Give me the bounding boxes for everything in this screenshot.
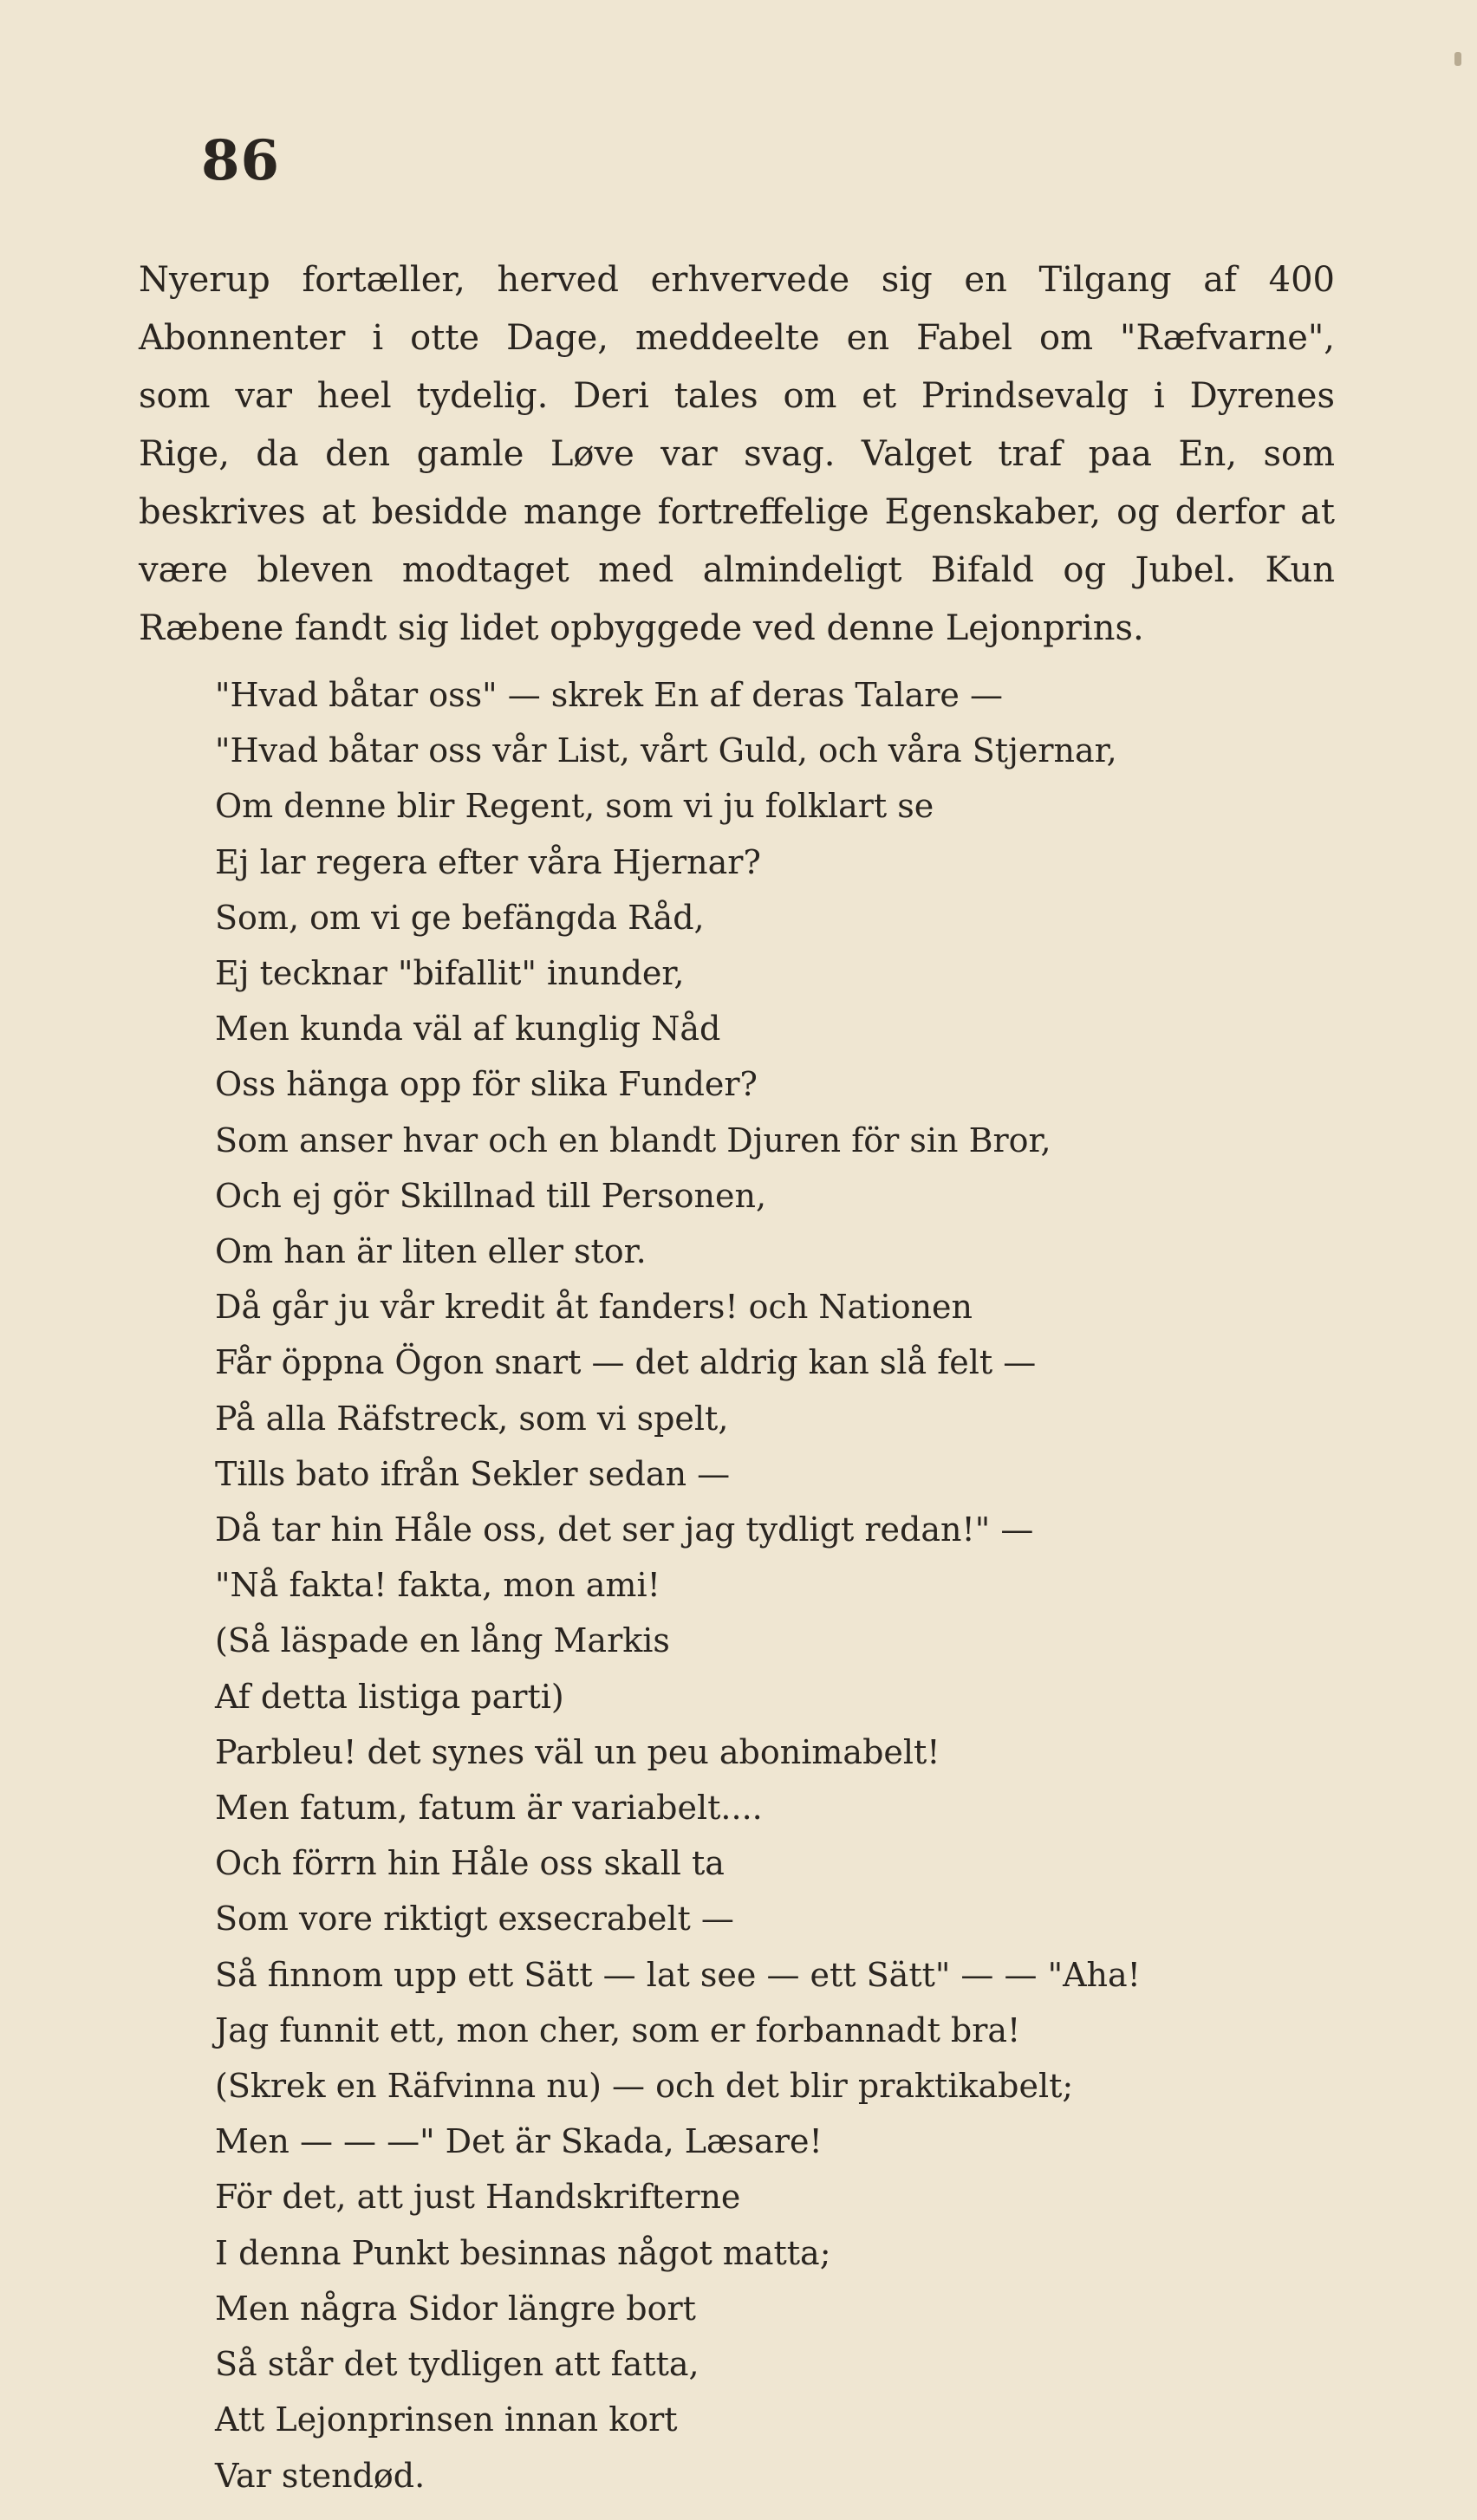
verse-line: (Skrek en Räfvinna nu) — och det blir praktikabelt; [215, 2067, 1074, 2106]
verse-line: Att Lejonprinsen innan kort [215, 2400, 678, 2439]
verse-line: Och ej gör Skillnad till Personen, [215, 1176, 767, 1215]
verse-line: Jag funnit ett, mon cher, som er forbannadt bra! [215, 2010, 1021, 2049]
verse-line: Så står det tydligen att fatta, [215, 2345, 699, 2384]
verse-line: Om denne blir Regent, som vi ju folklart se [215, 787, 934, 826]
verse-line: "Nå fakta! fakta, mon ami! [215, 1566, 660, 1605]
verse-line: Men kunda väl af kunglig Nåd [215, 1010, 721, 1049]
verse-line: Men — — —" Det är Skada, Læsare! [215, 2122, 823, 2161]
prose-line: Abonnenter i otte Dage, meddeelte en Fabel om "Ræfvarne", [139, 318, 1335, 358]
verse-line: Tills bato ifrån Sekler sedan — [215, 1454, 731, 1493]
verse-line: Då går ju vår kredit åt fanders! och Nationen [215, 1288, 973, 1327]
verse-block [215, 667, 1342, 2504]
verse-line: Som vore riktigt exsecrabelt — [215, 1900, 734, 1939]
verse-line: I denna Punkt besinnas något matta; [215, 2233, 831, 2272]
prose-line: som var heel tydelig. Deri tales om et Prindsevalg i Dyrenes [139, 376, 1335, 416]
verse-line: Får öppna Ögon snart — det aldrig kan slå felt — [215, 1343, 1037, 1382]
verse-line: Men fatum, fatum är variabelt.... [215, 1789, 763, 1828]
prose-line: være bleven modtaget med almindeligt Bifald og Jubel. Kun [139, 550, 1335, 590]
paper-mark [1454, 52, 1461, 66]
verse-line: Af detta listiga parti) [215, 1677, 564, 1716]
verse-line: Om han är liten eller stor. [215, 1232, 647, 1271]
verse-line: Ej lar regera efter våra Hjernar? [215, 842, 761, 881]
verse-line: Som, om vi ge befängda Råd, [215, 898, 705, 937]
verse-line: Som anser hvar och en blandt Djuren för sin Bror, [215, 1120, 1051, 1159]
prose-line: Ræbene fandt sig lidet opbyggede ved denne Lejonprins. [139, 608, 1144, 648]
verse-line: Var stendød. [215, 2456, 426, 2495]
prose-line: Rige, da den gamle Løve var svag. Valget traf paa En, som [139, 434, 1335, 474]
verse-line: För det, att just Handskrifterne [215, 2178, 741, 2217]
verse-line: Parbleu! det synes väl un peu abonimabelt! [215, 1732, 940, 1771]
verse-line: Så finnom upp ett Sätt — lat see — ett Sätt" — — "Aha! [215, 1955, 1141, 1994]
verse-line: Då tar hin Håle oss, det ser jag tydligt redan!" — [215, 1510, 1034, 1549]
verse-line: Ej tecknar "bifallit" inunder, [215, 954, 685, 993]
page-number: 86 [201, 128, 281, 193]
prose-line: beskrives at besidde mange fortreffelige Egenskaber, og derfor at [139, 492, 1335, 532]
verse-line: (Så läspade en lång Markis [215, 1621, 670, 1660]
verse-line: "Hvad båtar oss vår List, vårt Guld, och våra Stjernar, [215, 731, 1117, 770]
prose-paragraph [139, 251, 1335, 658]
verse-line: Oss hänga opp för slika Funder? [215, 1065, 758, 1104]
verse-line: Och förrn hin Håle oss skall ta [215, 1844, 725, 1883]
prose-line: Nyerup fortæller, herved erhvervede sig en Tilgang af 400 [139, 260, 1335, 300]
verse-line: Men några Sidor längre bort [215, 2289, 696, 2328]
verse-line: "Hvad båtar oss" — skrek En af deras Talare — [215, 676, 1003, 714]
verse-line: På alla Räfstreck, som vi spelt, [215, 1399, 729, 1438]
